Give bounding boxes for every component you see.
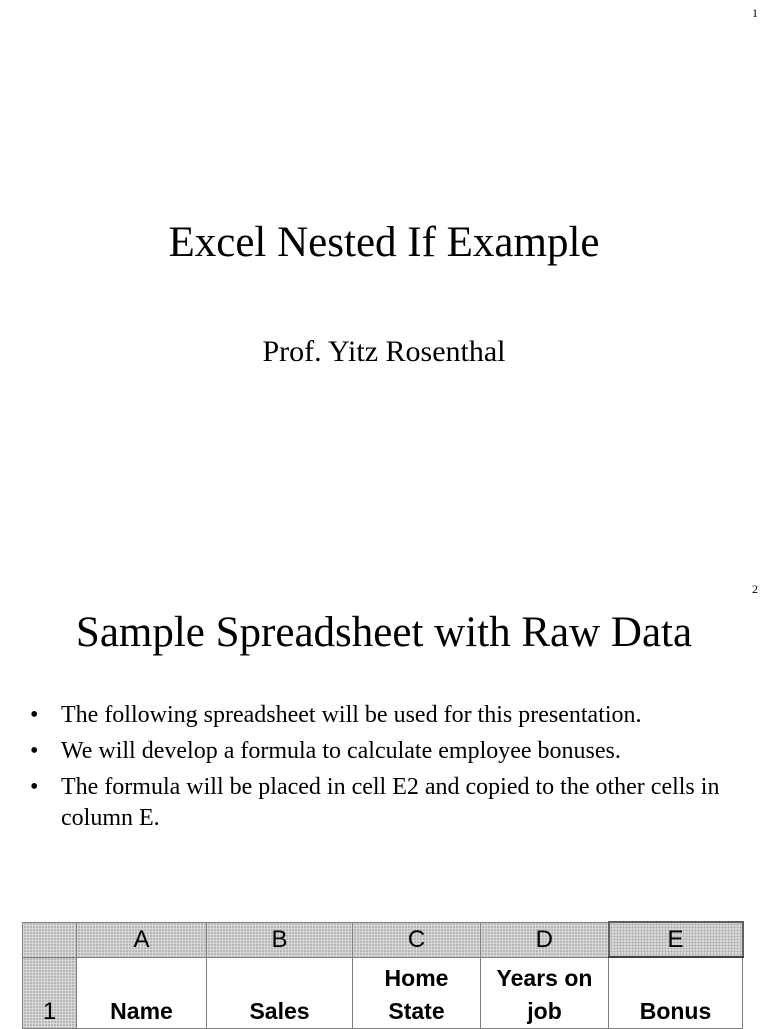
row-header-1[interactable]: 1 [23,957,77,1029]
column-header-e[interactable]: E [609,922,743,957]
column-header-b[interactable]: B [207,922,353,957]
column-header-d[interactable]: D [481,922,609,957]
cell-e1[interactable] [609,957,743,1029]
cell-line2: Bonus [639,998,712,1024]
column-header-c[interactable]: C [353,922,481,957]
cell-line1: Years on [496,965,593,991]
column-header-a[interactable]: A [77,922,207,957]
cell-line1 [609,962,742,995]
cell-line1: Home [384,965,449,991]
spreadsheet [22,921,744,1029]
page-number-2: 2 [752,582,758,596]
cell-line2: Name [110,998,173,1024]
slide1-title: Excel Nested If Example [168,219,600,266]
cell-d1[interactable] [481,957,609,1029]
cell-c1[interactable] [353,957,481,1029]
cell-line1 [207,962,352,995]
bullet-list [30,700,760,839]
cell-line1 [77,962,206,995]
slide1-author: Prof. Yitz Rosenthal [262,335,506,368]
cell-line2: Sales [249,998,310,1024]
bullet-item: • The formula will be placed in cell E2 and copied to the other cells in column E. [30,772,760,834]
cell-a1[interactable] [77,957,207,1029]
page-number-1: 1 [752,6,758,20]
slide2-title: Sample Spreadsheet with Raw Data [75,609,693,656]
cell-line2: State [388,998,445,1024]
cell-line2: job [527,998,562,1024]
bullet-item: • The following spreadsheet will be used for this presentation. [30,700,760,731]
cell-b1[interactable] [207,957,353,1029]
bullet-item: • We will develop a formula to calculate employee bonuses. [30,736,760,767]
select-all-corner[interactable] [23,922,77,957]
